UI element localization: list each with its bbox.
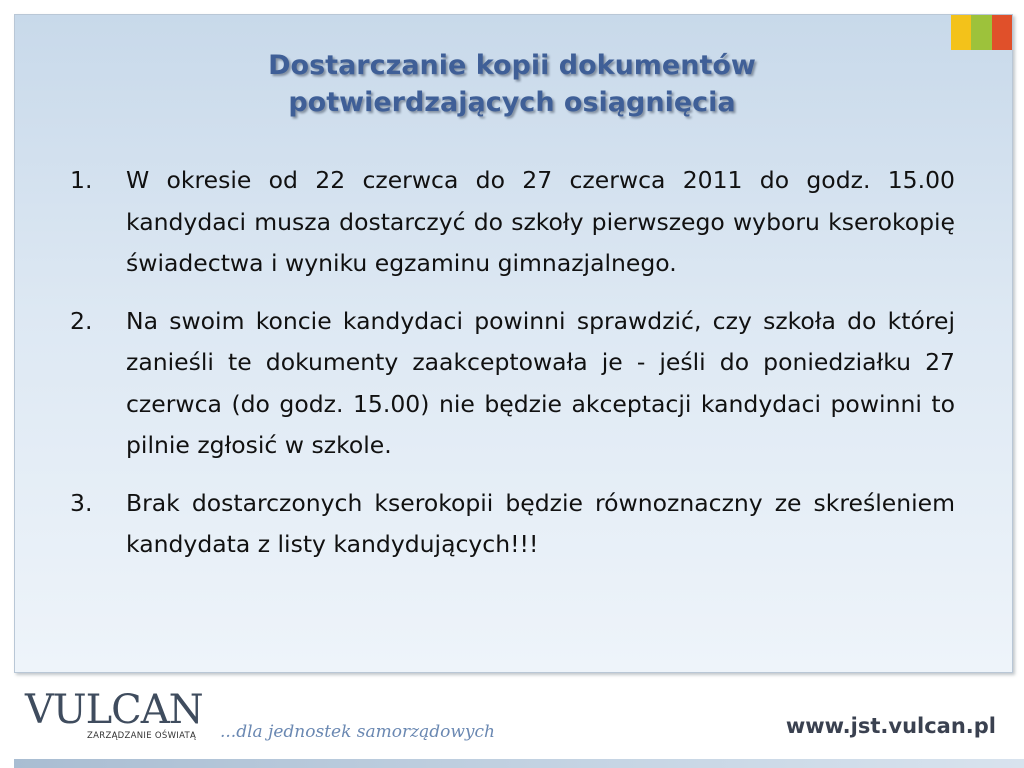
stripe-red [992, 15, 1012, 50]
list-item-3 [70, 483, 955, 566]
list-item-text: Na swoim koncie kandydaci powinni sprawdzić, czy szkoła do której zanieśli te dokumenty zaakceptowała je - jeśli do poniedziałku 27 czerwca (do godz. 15.00) nie będzie akceptacji kandydaci powinni to pilnie zgłosić w szkole. [126, 306, 955, 459]
footer-tagline: ...dla jednostek samorządowych [220, 722, 495, 742]
stripe-yellow [951, 15, 971, 50]
slide-title [100, 47, 924, 121]
logo-subtitle: ZARZĄDZANIE OŚWIATĄ [87, 731, 197, 741]
list-item-1 [70, 160, 955, 285]
vulcan-logo [25, 687, 203, 741]
logo-wordmark: VULCAN [25, 687, 203, 733]
footer-bar [14, 759, 1024, 768]
stripe-green [971, 15, 991, 50]
list-item-text: W okresie od 22 czerwca do 27 czerwca 2011 do godz. 15.00 kandydaci musza dostarczyć do szkoły pierwszego wyboru kserokopię świadectwa i wyniku egzaminu gimnazjalnego. [126, 166, 955, 277]
numbered-list [70, 160, 955, 582]
slide-title-line-2: potwierdzających osiągnięcia [288, 87, 736, 118]
footer-website: www.jst.vulcan.pl [785, 714, 996, 738]
list-item-2 [70, 301, 955, 467]
list-item-text: Brak dostarczonych kserokopii będzie równoznaczny ze skreśleniem kandydata z listy kandydujących!!! [126, 488, 955, 558]
list-item-number: 2. [70, 306, 93, 335]
list-item-number: 1. [70, 166, 93, 194]
slide-title-line-1: Dostarczanie kopii dokumentów [268, 50, 756, 81]
color-stripes [951, 15, 1012, 50]
list-item-number: 3. [70, 488, 93, 517]
